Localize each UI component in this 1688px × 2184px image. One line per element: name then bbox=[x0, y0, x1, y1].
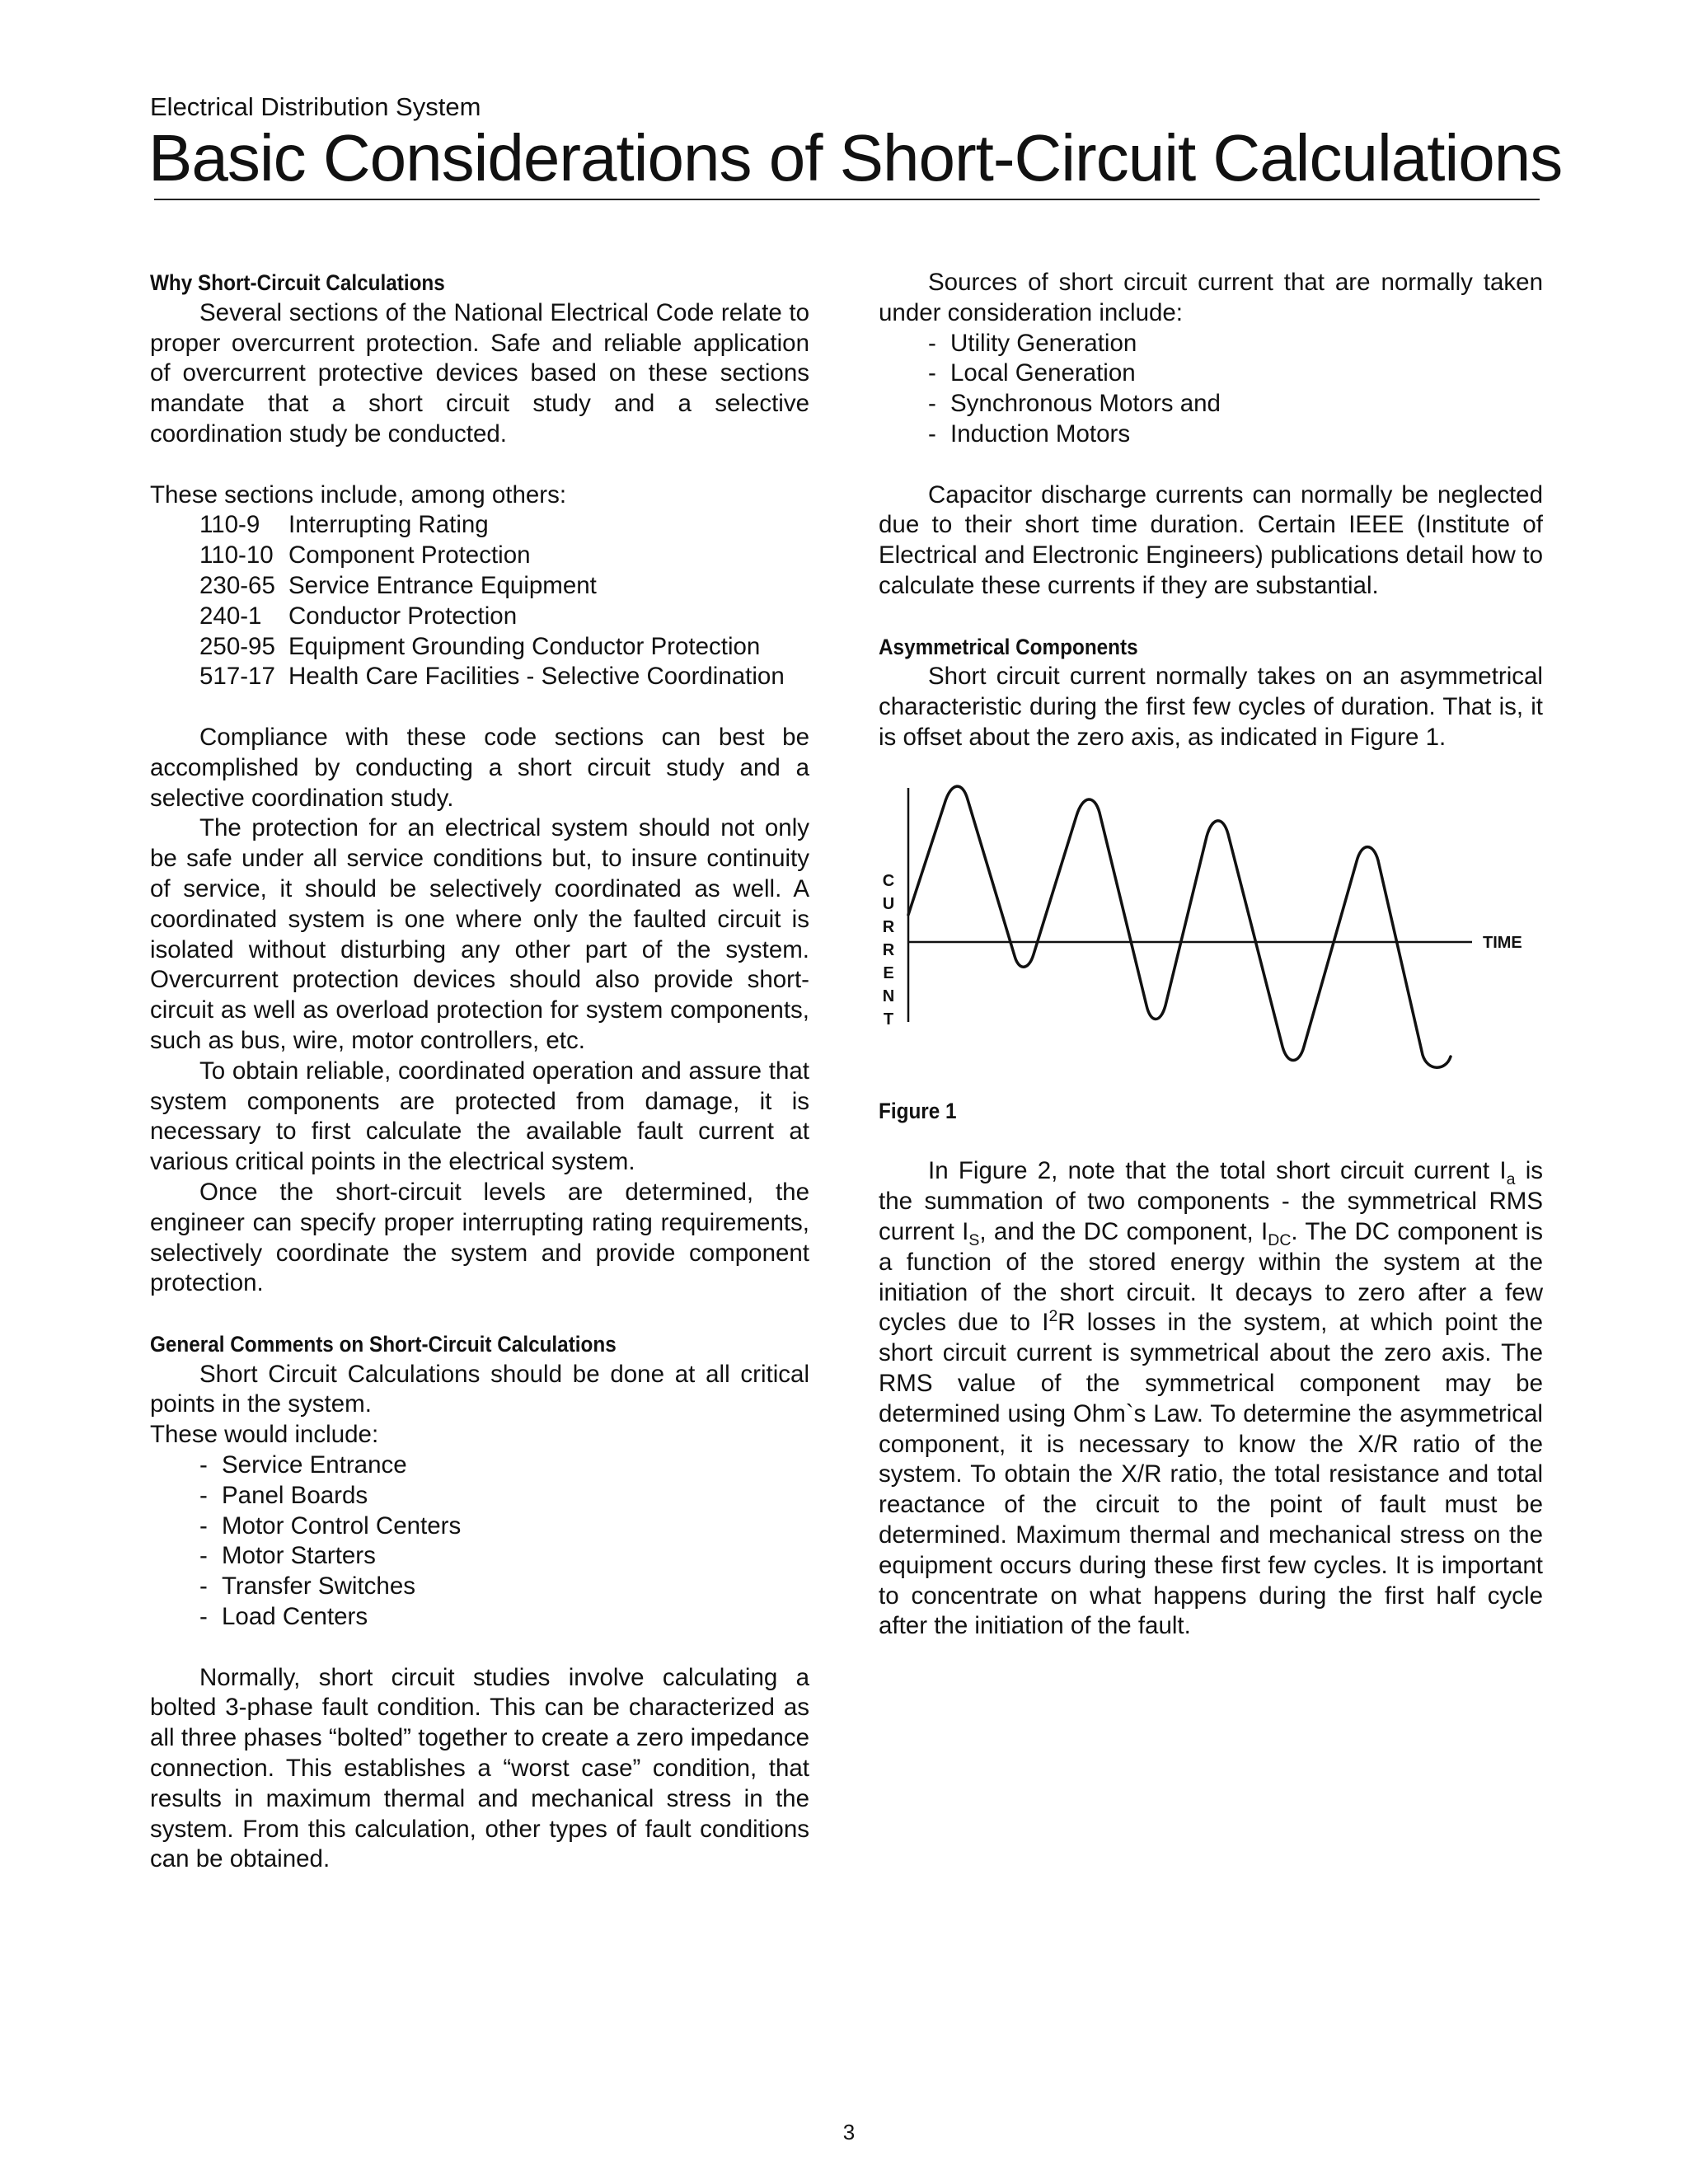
fig2-text: . The DC component is a function of the stored energy within the system at the initiation of the short circuit. It decays to zero after a few cycles due to I bbox=[879, 1217, 1543, 1337]
subscript: S bbox=[968, 1230, 980, 1249]
list-item bbox=[879, 329, 1543, 359]
section-desc: Service Entrance Equipment bbox=[288, 571, 597, 599]
sources-list bbox=[879, 329, 1543, 450]
list-item bbox=[150, 1541, 809, 1572]
list-item bbox=[150, 662, 809, 692]
list-item bbox=[150, 632, 809, 663]
fig2-text: is the summation of two components - the symmetrical RMS current I bbox=[879, 1157, 1543, 1245]
current-waveform-diagram bbox=[879, 758, 1543, 1088]
page-title: Basic Considerations of Short-Circuit Calculations bbox=[148, 121, 1563, 194]
list-item bbox=[879, 389, 1543, 419]
y-label-letter: R bbox=[882, 917, 895, 936]
section-kicker: Electrical Distribution System bbox=[150, 92, 481, 121]
dash: - bbox=[199, 1481, 208, 1509]
list-item bbox=[150, 1572, 809, 1602]
dash: - bbox=[199, 1603, 208, 1631]
subscript: a bbox=[1506, 1170, 1516, 1189]
y-label-letter: E bbox=[883, 963, 894, 982]
critical-points-list bbox=[150, 1451, 809, 1633]
title-rule bbox=[154, 199, 1540, 200]
section-desc: Component Protection bbox=[288, 541, 531, 569]
point-label: Transfer Switches bbox=[222, 1572, 415, 1601]
figure-caption: Figure 1 bbox=[879, 1098, 957, 1123]
figure-2-paragraph bbox=[879, 1156, 1543, 1642]
point-label: Service Entrance bbox=[222, 1451, 407, 1479]
list-item bbox=[150, 510, 809, 541]
point-label: Load Centers bbox=[222, 1603, 368, 1631]
left-column bbox=[150, 268, 809, 1875]
section-desc: Health Care Facilities - Selective Coordination bbox=[288, 663, 785, 691]
y-label-letter: U bbox=[882, 894, 895, 913]
normally-paragraph: Normally, short circuit studies involve calculating a bolted 3-phase fault condition. This can be characterized as all three phases “bolted” together to create a zero impedance connection. This establishes a “worst case” condition, that results in maximum thermal and mechanical stress in the system. From this calculation, other types of fault conditions can be obtained. bbox=[150, 1663, 809, 1873]
general-paragraph: Short Circuit Calculations should be done at all critical points in the system. bbox=[150, 1360, 809, 1418]
why-paragraph: Several sections of the National Electrical Code relate to proper overcurrent protection. Safe and reliable application of overcurrent protective devices based on these sections mandate that a short circuit study and a selective coordination study be conducted. bbox=[150, 298, 809, 448]
section-number: 250-95 bbox=[199, 632, 275, 660]
waveform-line bbox=[908, 786, 1451, 1067]
list-item bbox=[150, 541, 809, 571]
fig2-text: In Figure 2, note that the total short circuit current I bbox=[928, 1157, 1507, 1185]
list-item bbox=[150, 571, 809, 602]
protection-paragraph: The protection for an electrical system should not only be safe under all service conditions but, to insure continuity of service, it should be selectively coordinated as well. A coordinated system is one where only the faulted circuit is isolated without disturbing any other part of the system. Overcurrent protection devices should also provide short-circuit as well as overload protection for system components, such as bus, wire, motor controllers, etc. bbox=[150, 814, 809, 1054]
list-item bbox=[150, 602, 809, 632]
dash: - bbox=[928, 390, 936, 418]
figure-1 bbox=[879, 758, 1543, 1088]
dash: - bbox=[199, 1572, 208, 1601]
dash: - bbox=[199, 1542, 208, 1570]
list-item bbox=[150, 1602, 809, 1633]
list-item bbox=[879, 419, 1543, 450]
section-number: 240-1 bbox=[199, 602, 262, 630]
sources-intro: Sources of short circuit current that are normally taken under consideration include: bbox=[879, 269, 1543, 326]
why-heading: Why Short-Circuit Calculations bbox=[150, 270, 445, 295]
y-label-letter: T bbox=[883, 1010, 894, 1029]
compliance-paragraph: Compliance with these code sections can best be accomplished by conducting a short circuit study and a selective coordination study. bbox=[150, 723, 809, 812]
list-item bbox=[150, 1511, 809, 1542]
dash: - bbox=[199, 1451, 208, 1479]
code-section-list bbox=[150, 510, 809, 692]
section-number: 110-9 bbox=[199, 511, 260, 539]
dash: - bbox=[199, 1511, 208, 1540]
section-desc: Equipment Grounding Conductor Protection bbox=[288, 632, 761, 660]
list-item bbox=[879, 359, 1543, 389]
y-label-letter: N bbox=[882, 987, 895, 1005]
y-label-letter: R bbox=[882, 940, 895, 959]
list-item bbox=[150, 1481, 809, 1511]
dash: - bbox=[928, 419, 936, 448]
section-number: 230-65 bbox=[199, 571, 275, 599]
general-comments-heading: General Comments on Short-Circuit Calculations bbox=[150, 1331, 617, 1357]
once-paragraph: Once the short-circuit levels are determined, the engineer can specify proper interrupting rating requirements, selectively coordinate the system and provide component protection. bbox=[150, 1178, 809, 1297]
include-intro: These would include: bbox=[150, 1421, 379, 1449]
sections-intro: These sections include, among others: bbox=[150, 480, 567, 509]
subscript: DC bbox=[1268, 1230, 1292, 1249]
list-item bbox=[150, 1451, 809, 1481]
asymmetrical-heading: Asymmetrical Components bbox=[879, 634, 1138, 659]
y-label-letter: C bbox=[882, 871, 895, 890]
asymmetrical-paragraph: Short circuit current normally takes on an asymmetrical characteristic during the first few cycles of duration. That is, it is offset about the zero axis, as indicated in Figure 1. bbox=[879, 663, 1543, 751]
dash: - bbox=[928, 359, 936, 387]
reliable-paragraph: To obtain reliable, coordinated operation and assure that system components are protected from damage, it is necessary to first calculate the available fault current at various critical points in the electrical system. bbox=[150, 1057, 809, 1176]
point-label: Motor Control Centers bbox=[222, 1511, 462, 1540]
right-column bbox=[879, 268, 1543, 1642]
source-label: Local Generation bbox=[950, 359, 1136, 387]
source-label: Utility Generation bbox=[950, 329, 1137, 357]
x-axis-label: TIME bbox=[1483, 933, 1522, 952]
dash: - bbox=[928, 329, 936, 357]
fig2-text: R losses in the system, at which point the short circuit current is symmetrical about the zero axis. The RMS value of the symmetrical component may be determined using Ohm`s Law. To determine the asymmetrical component, it is necessary to know the X/R ratio of the system. To obtain the X/R ratio, the total resistance and total reactance of the circuit to the point of fault must be determined. Maximum thermal and mechanical stress on the equipment occurs during these first few cycles. It is important to concentrate on what happens during the first half cycle after the initiation of the fault. bbox=[879, 1309, 1543, 1640]
fig2-text: , and the DC component, I bbox=[979, 1217, 1268, 1245]
point-label: Motor Starters bbox=[222, 1542, 376, 1570]
section-number: 517-17 bbox=[199, 663, 275, 691]
capacitor-paragraph: Capacitor discharge currents can normally be neglected due to their short time duration. Certain IEEE (Institute of Electrical and Electronic Engineers) publications detail how to calculate these currents if they are substantial. bbox=[879, 480, 1543, 599]
superscript: 2 bbox=[1048, 1307, 1058, 1326]
point-label: Panel Boards bbox=[222, 1481, 368, 1509]
section-desc: Conductor Protection bbox=[288, 602, 518, 630]
section-desc: Interrupting Rating bbox=[288, 511, 489, 539]
page-number: 3 bbox=[842, 2120, 856, 2144]
source-label: Synchronous Motors and bbox=[950, 390, 1221, 418]
source-label: Induction Motors bbox=[950, 419, 1131, 448]
section-number: 110-10 bbox=[199, 541, 274, 569]
